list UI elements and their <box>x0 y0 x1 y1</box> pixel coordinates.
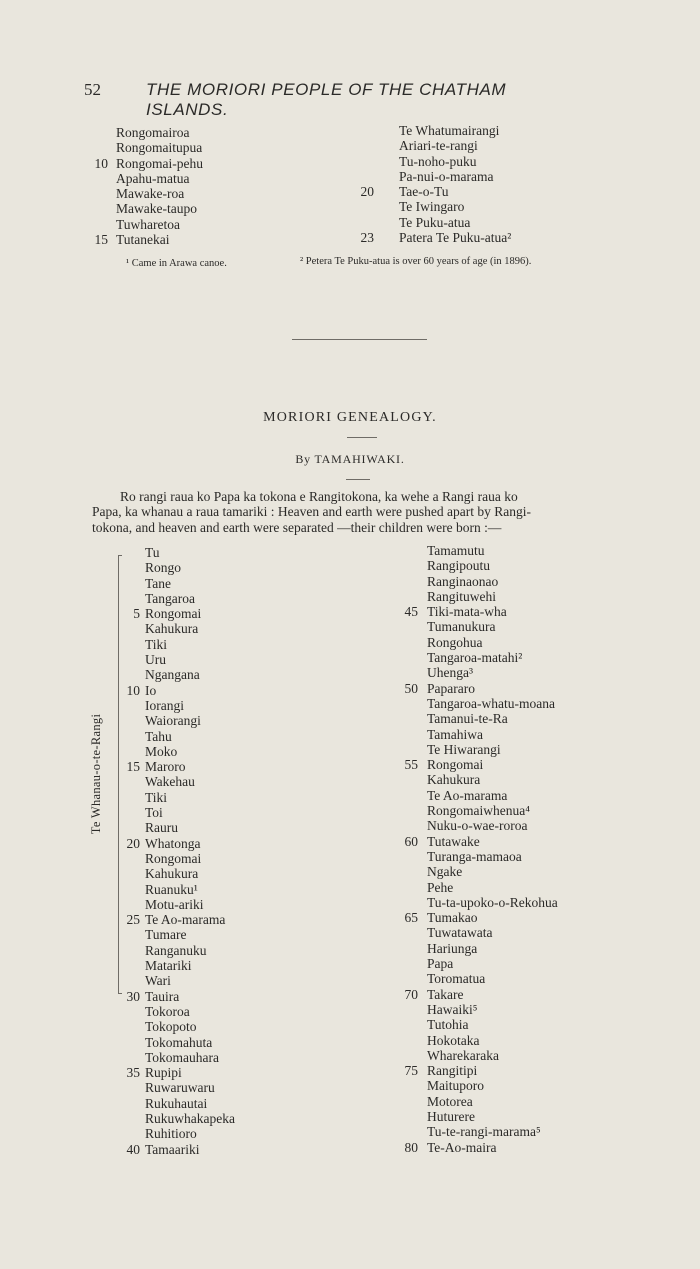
genealogy-name: Rongomai <box>145 850 202 866</box>
genealogy-name: Rongomai <box>427 757 484 773</box>
genealogy-name: Nuku-o-wae-roroa <box>427 818 528 834</box>
genealogy-name: Hokotaka <box>427 1032 480 1048</box>
genealogy-name: Huturere <box>427 1108 475 1124</box>
genealogy-name: Rongomaiwhenua⁴ <box>427 803 530 819</box>
genealogy-name: Io <box>145 682 157 698</box>
genealogy-name: Turanga-mamaoa <box>427 848 522 864</box>
genealogy-name: Rongo <box>145 560 182 576</box>
genealogy-name: Ruwaruwaru <box>145 1080 215 1096</box>
genealogy-name: Te Puku-atua <box>399 214 471 230</box>
section-title: MORIORI GENEALOGY. <box>263 410 437 425</box>
genealogy-name: Motu-ariki <box>145 896 204 912</box>
genealogy-name: Kahukura <box>427 772 481 788</box>
genealogy-name: Papa <box>427 956 454 972</box>
genealogy-name: Pa-nui-o-marama <box>399 168 494 184</box>
line-number: 60 <box>404 833 418 849</box>
genealogy-name: Kahukura <box>145 866 199 882</box>
page-header <box>84 80 584 119</box>
genealogy-name: Rukuwhakapeka <box>145 1110 235 1126</box>
line-number: 5 <box>133 606 140 622</box>
genealogy-name: Tu-te-rangi-marama⁵ <box>427 1124 541 1140</box>
line-number: 40 <box>126 1141 140 1157</box>
genealogy-name: Ranginaonao <box>427 573 499 589</box>
genealogy-name: Motorea <box>427 1093 473 1109</box>
genealogy-name: Tangaroa-whatu-moana <box>427 695 555 711</box>
genealogy-name: Rongomai <box>145 606 202 622</box>
genealogy-name: Te Ao-marama <box>145 912 226 928</box>
genealogy-name: Tiki-mata-wha <box>427 604 507 620</box>
line-number: 80 <box>404 1139 418 1155</box>
genealogy-name: Rongomaitupua <box>116 140 203 156</box>
genealogy-name: Rangituwehi <box>427 588 496 604</box>
genealogy-name: Maituporo <box>427 1078 484 1094</box>
genealogy-name: Ruhitioro <box>145 1126 197 1142</box>
genealogy-name: Patera Te Puku-atua² <box>399 230 512 246</box>
genealogy-name: Rongohua <box>427 634 483 650</box>
line-number: 70 <box>404 986 418 1002</box>
genealogy-name: Tamaariki <box>145 1141 200 1157</box>
genealogy-name: Tae-o-Tu <box>399 184 449 200</box>
genealogy-name: Rupipi <box>145 1065 182 1081</box>
genealogy-name: Wakehau <box>145 774 195 790</box>
genealogy-name: Toi <box>145 805 163 821</box>
genealogy-name: Wharekaraka <box>427 1047 499 1063</box>
genealogy-name: Tokoroa <box>145 1003 190 1019</box>
genealogy-name: Hawaiki⁵ <box>427 1001 478 1017</box>
genealogy-name: Apahu-matua <box>116 170 190 186</box>
line-number: 45 <box>404 604 418 620</box>
footnote-right: ² Petera Te Puku-atua is over 60 years of age (in 1896). <box>300 256 532 267</box>
genealogy-name: Tokopoto <box>145 1019 197 1035</box>
genealogy-name: Kahukura <box>145 621 199 637</box>
genealogy-name: Rongomairoa <box>116 125 190 140</box>
byline-dash <box>346 479 370 480</box>
genealogy-name: Takare <box>427 986 464 1002</box>
genealogy-name: Tiki <box>145 789 168 805</box>
side-label: Te Whanau-o-te-Rangi <box>89 713 103 835</box>
genealogy-name: Toromatua <box>427 971 486 987</box>
genealogy-name: Mawake-roa <box>116 186 185 202</box>
running-title: THE MORIORI PEOPLE OF THE CHATHAM ISLANDS. <box>146 80 507 119</box>
genealogy-name: Moko <box>145 743 178 759</box>
genealogy-name: Rukuhautai <box>145 1095 208 1111</box>
genealogy-name: Papararo <box>427 680 475 696</box>
genealogy-name: Tiki <box>145 636 168 652</box>
genealogy-name: Tokomauhara <box>145 1049 220 1065</box>
intro-line: tokona, and heaven and earth were separated —their children were born :— <box>92 519 502 535</box>
genealogy-name: Tamanui-te-Ra <box>427 711 508 727</box>
page-number: 52 <box>84 80 101 99</box>
genealogy-name: Tauira <box>145 988 180 1004</box>
genealogy-name: Uru <box>145 652 166 668</box>
genealogy-name: Tumare <box>145 927 187 943</box>
genealogy-name: Te Ao-marama <box>427 787 508 803</box>
line-number: 55 <box>404 757 418 773</box>
genealogy-name: Mawake-taupo <box>116 201 197 217</box>
line-number: 30 <box>126 988 140 1004</box>
title-dash <box>347 437 377 438</box>
genealogy-name: Tutohia <box>427 1017 469 1033</box>
genealogy-name: Ariari-te-rangi <box>399 138 478 154</box>
line-number: 20 <box>126 835 140 851</box>
intro-line: Ro rangi raua ko Papa ka tokona e Rangitokona, ka wehe a Rangi raua ko <box>120 489 518 504</box>
genealogy-name: Te Iwingaro <box>399 199 465 215</box>
genealogy-name: Tangaroa-matahi² <box>427 650 523 666</box>
genealogy-name: Tumakao <box>427 910 478 926</box>
line-number: 15 <box>126 759 140 775</box>
genealogy-name: Rauru <box>145 820 178 836</box>
line-number: 35 <box>126 1065 140 1081</box>
line-number: 23 <box>360 230 374 246</box>
genealogy-name: Waiorangi <box>145 713 201 729</box>
footnote-left: ¹ Came in Arawa canoe. <box>126 258 227 269</box>
intro-line: Papa, ka whanau a raua tamariki : Heaven and earth were pushed apart by Rangi- <box>92 504 531 520</box>
genealogy-name: Tumanukura <box>427 619 496 635</box>
genealogy-name: Tu-noho-puku <box>399 153 477 169</box>
genealogy-name: Ngake <box>427 864 463 880</box>
genealogy-name: Wari <box>145 973 171 989</box>
genealogy-name: Tuwatawata <box>427 925 493 941</box>
line-number: 50 <box>404 680 418 696</box>
genealogy-name: Tamamutu <box>427 543 485 558</box>
genealogy-name: Ruanuku¹ <box>145 881 198 897</box>
genealogy-name: Tokomahuta <box>145 1034 213 1050</box>
genealogy-name: Tamahiwa <box>427 726 484 742</box>
section-divider <box>292 339 427 340</box>
genealogy-name: Ngangana <box>145 667 200 683</box>
genealogy-name: Tahu <box>145 728 172 744</box>
genealogy-name: Rongomai-pehu <box>116 155 203 171</box>
genealogy-name: Tuwharetoa <box>116 216 180 232</box>
line-number: 65 <box>404 910 418 926</box>
genealogy-name: Tutawake <box>427 833 480 849</box>
line-number: 20 <box>360 184 374 200</box>
genealogy-name: Matariki <box>145 958 192 974</box>
genealogy-name: Tu <box>145 545 160 560</box>
genealogy-name: Te-Ao-maira <box>427 1139 497 1155</box>
line-number: 75 <box>404 1063 418 1079</box>
genealogy-name: Rangipoutu <box>427 558 490 574</box>
line-number: 10 <box>94 155 108 171</box>
genealogy-name: Ranganuku <box>145 942 207 958</box>
line-number: 15 <box>94 232 108 248</box>
genealogy-name: Uhenga³ <box>427 665 474 681</box>
genealogy-name: Hariunga <box>427 940 478 956</box>
bracket-top-tick <box>118 555 122 556</box>
genealogy-name: Tangaroa <box>145 590 196 606</box>
genealogy-name: Iorangi <box>145 697 184 713</box>
byline: By TAMAHIWAKI. <box>295 452 405 466</box>
genealogy-name: Te Hiwarangi <box>427 741 501 757</box>
genealogy-name: Tu-ta-upoko-o-Rekohua <box>427 894 558 910</box>
line-number: 10 <box>126 682 140 698</box>
genealogy-name: Rangitipi <box>427 1063 478 1079</box>
genealogy-name: Whatonga <box>145 835 201 851</box>
genealogy-name: Tutanekai <box>116 232 170 248</box>
intro-paragraph <box>92 489 637 535</box>
line-number: 25 <box>126 912 140 928</box>
genealogy-name: Tane <box>145 575 172 591</box>
genealogy-name: Maroro <box>145 759 186 775</box>
genealogy-name: Te Whatumairangi <box>399 123 500 138</box>
genealogy-name: Pehe <box>427 879 454 895</box>
